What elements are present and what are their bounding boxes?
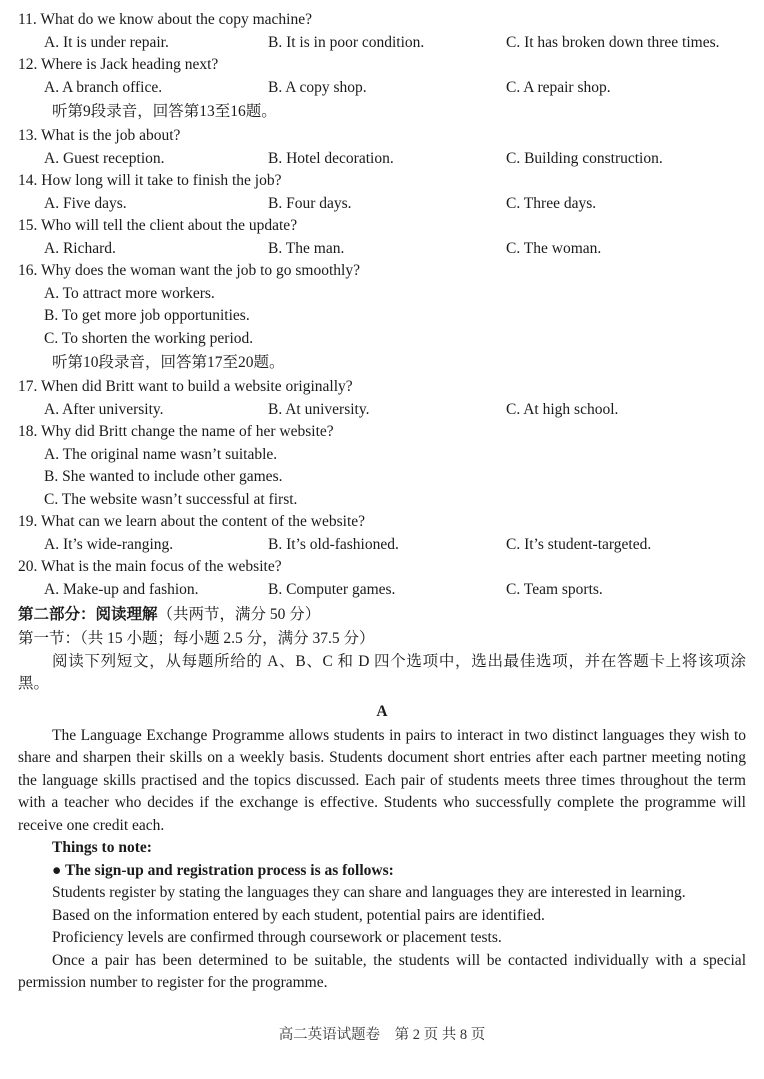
passage-title: A (376, 702, 388, 720)
option-c: C. Three days. (506, 194, 597, 212)
question-13 (18, 125, 746, 170)
option-c: C. Building construction. (506, 149, 663, 167)
option-c: C. At high school. (506, 400, 619, 418)
question-16 (18, 260, 746, 350)
option-a: A. It’s wide-ranging. (44, 535, 174, 553)
instruction-segment-10: 听第10段录音，回答第17至20题。 (52, 354, 285, 371)
question-17 (18, 376, 746, 421)
option-b: B. To get more job opportunities. (44, 307, 250, 324)
section-1-heading: 第一节：（共 15 小题；每小题 2.5 分，满分 37.5 分） (18, 630, 375, 647)
bullet-heading: ● The sign-up and registration process is as follows: (52, 861, 394, 879)
notes-title: Things to note: (52, 839, 152, 856)
question-text: 13. What is the job about? (18, 127, 181, 144)
passage-paragraph: Once a pair has been determined to be suitable, the students will be contacted individually with a special permission number to register for the programme. (18, 951, 746, 991)
question-text: 11. What do we know about the copy machine? (18, 11, 312, 28)
question-12 (18, 54, 746, 99)
question-15 (18, 215, 746, 260)
directions: 阅读下列短文，从每题所给的 A、B、C 和 D 四个选项中，选出最佳选项，并在答题卡上将该项涂黑。 (18, 652, 746, 692)
exam-page (18, 9, 746, 995)
option-a: A. It is under repair. (44, 33, 169, 51)
option-a: A. Make-up and fashion. (44, 580, 199, 598)
part-2-title: 第二部分：阅读理解 (18, 606, 158, 623)
option-b: B. The man. (268, 239, 345, 257)
option-b: B. A copy shop. (268, 78, 367, 96)
option-a: A. After university. (44, 400, 164, 418)
question-text: 19. What can we learn about the content of the website? (18, 513, 366, 530)
question-text: 20. What is the main focus of the website? (18, 558, 282, 575)
option-a: A. Richard. (44, 239, 116, 257)
option-b: B. It is in poor condition. (268, 33, 425, 51)
question-14 (18, 170, 746, 215)
option-a: A. To attract more workers. (44, 284, 215, 302)
option-a: A. A branch office. (44, 78, 163, 96)
page-footer: 高二英语试题卷 第 2 页 共 8 页 (278, 1027, 486, 1043)
option-c: C. Team sports. (506, 580, 603, 598)
question-text: 12. Where is Jack heading next? (18, 56, 219, 73)
question-20 (18, 556, 746, 601)
question-text: 17. When did Britt want to build a website originally? (18, 378, 353, 395)
part-2-heading (18, 601, 746, 628)
option-a: A. The original name wasn’t suitable. (44, 445, 278, 463)
passage-paragraph: The Language Exchange Programme allows students in pairs to interact in two distinct languages they wish to share and sharpen their skills on a weekly basis. Students document short entries after each partner meeting noting the language skills practised and the topics discussed. Each pair of students meets three times throughout the term with a teacher who decides if the exchange is effective. Students who successfully complete the programme will receive one credit each. (18, 726, 746, 834)
option-a: A. Guest reception. (44, 149, 165, 167)
step-item: Proficiency levels are confirmed through coursework or placement tests. (52, 929, 502, 946)
option-b: B. It’s old-fashioned. (268, 535, 399, 553)
option-c: C. The website wasn’t successful at first. (44, 490, 298, 508)
option-b: B. Four days. (268, 194, 352, 212)
option-c: C. It’s student-targeted. (506, 535, 652, 553)
option-c: C. It has broken down three times. (506, 33, 720, 51)
step-item: Based on the information entered by each student, potential pairs are identified. (52, 906, 545, 924)
option-b: B. Hotel decoration. (268, 149, 394, 167)
option-b: B. She wanted to include other games. (44, 468, 283, 485)
option-a: A. Five days. (44, 194, 127, 212)
option-c: C. The woman. (506, 239, 602, 257)
question-text: 15. Who will tell the client about the update? (18, 217, 298, 234)
question-text: 14. How long will it take to finish the job? (18, 172, 282, 189)
option-c: C. To shorten the working period. (44, 329, 254, 347)
part-2-score: （共两节，满分 50 分） (157, 606, 321, 623)
question-18 (18, 421, 746, 511)
question-19 (18, 511, 746, 556)
question-11 (18, 9, 746, 54)
question-text: 18. Why did Britt change the name of her website? (18, 423, 334, 440)
option-c: C. A repair shop. (506, 78, 611, 96)
question-text: 16. Why does the woman want the job to go smoothly? (18, 262, 360, 279)
step-item: Students register by stating the languages they can share and languages they are interested in learning. (52, 884, 686, 901)
option-b: B. At university. (268, 400, 370, 418)
option-b: B. Computer games. (268, 580, 396, 598)
instruction-segment-9: 听第9段录音，回答第13至16题。 (52, 103, 277, 120)
